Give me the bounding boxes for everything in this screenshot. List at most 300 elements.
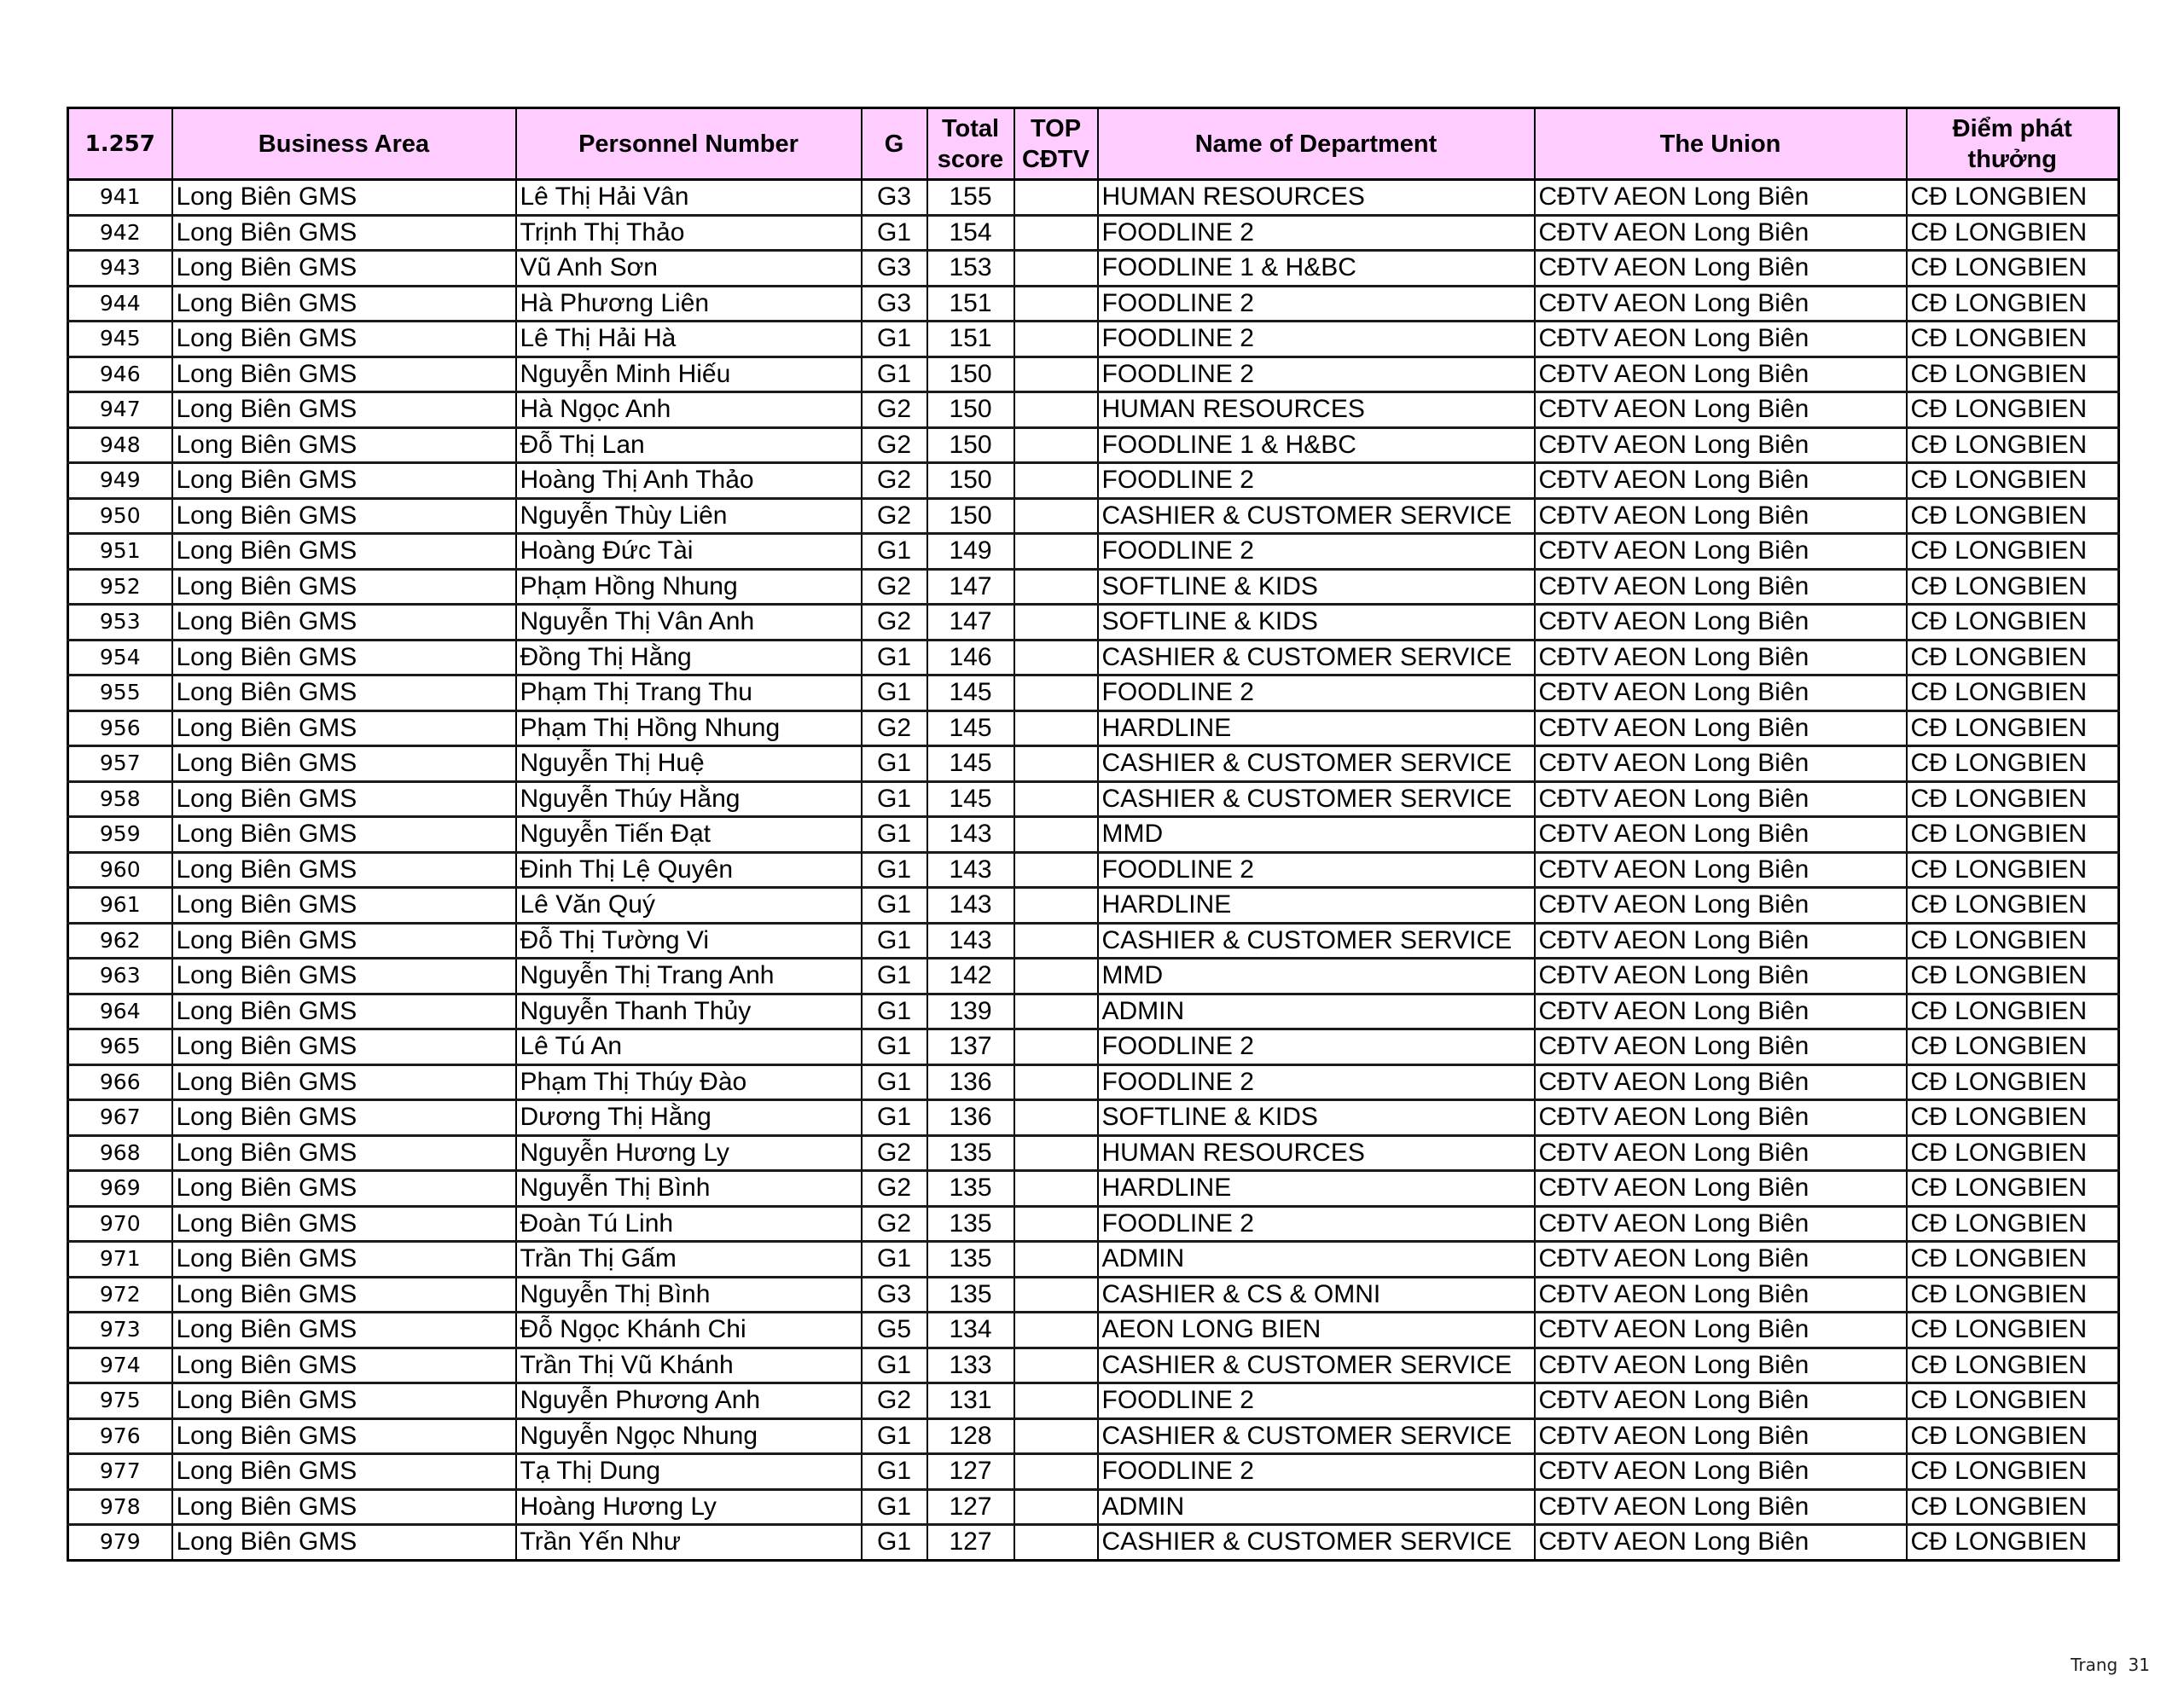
cell-personnel-name: Hoàng Thị Anh Thảo <box>516 463 862 499</box>
cell-reward: CĐ LONGBIEN <box>1907 852 2119 888</box>
cell-department: FOODLINE 2 <box>1098 1206 1535 1242</box>
cell-union: CĐTV AEON Long Biên <box>1535 1454 1907 1490</box>
cell-union: CĐTV AEON Long Biên <box>1535 1100 1907 1136</box>
cell-union: CĐTV AEON Long Biên <box>1535 710 1907 746</box>
cell-union: CĐTV AEON Long Biên <box>1535 180 1907 216</box>
cell-union: CĐTV AEON Long Biên <box>1535 215 1907 251</box>
cell-union: CĐTV AEON Long Biên <box>1535 1348 1907 1383</box>
cell-top-cdtv <box>1014 1277 1098 1313</box>
cell-top-cdtv <box>1014 710 1098 746</box>
cell-reward: CĐ LONGBIEN <box>1907 781 2119 817</box>
cell-department: FOODLINE 2 <box>1098 1029 1535 1065</box>
cell-union: CĐTV AEON Long Biên <box>1535 1277 1907 1313</box>
cell-row-number: 946 <box>68 357 172 392</box>
cell-union: CĐTV AEON Long Biên <box>1535 1171 1907 1207</box>
cell-union: CĐTV AEON Long Biên <box>1535 1064 1907 1100</box>
cell-union: CĐTV AEON Long Biên <box>1535 569 1907 605</box>
cell-reward: CĐ LONGBIEN <box>1907 959 2119 994</box>
cell-reward: CĐ LONGBIEN <box>1907 1313 2119 1348</box>
cell-row-number: 961 <box>68 888 172 924</box>
cell-total-score: 127 <box>927 1489 1014 1525</box>
cell-top-cdtv <box>1014 1489 1098 1525</box>
cell-reward: CĐ LONGBIEN <box>1907 1029 2119 1065</box>
cell-business-area: Long Biên GMS <box>172 1242 516 1278</box>
cell-top-cdtv <box>1014 427 1098 463</box>
table-row <box>68 215 2119 251</box>
cell-department: MMD <box>1098 817 1535 853</box>
cell-top-cdtv <box>1014 923 1098 959</box>
cell-grade: G1 <box>862 817 927 853</box>
cell-top-cdtv <box>1014 994 1098 1029</box>
cell-reward: CĐ LONGBIEN <box>1907 534 2119 570</box>
cell-row-number: 953 <box>68 605 172 641</box>
cell-union: CĐTV AEON Long Biên <box>1535 286 1907 322</box>
cell-union: CĐTV AEON Long Biên <box>1535 959 1907 994</box>
cell-union: CĐTV AEON Long Biên <box>1535 1489 1907 1525</box>
cell-grade: G2 <box>862 1135 927 1171</box>
header-business-area: Business Area <box>172 108 516 180</box>
cell-business-area: Long Biên GMS <box>172 1277 516 1313</box>
cell-grade: G3 <box>862 180 927 216</box>
cell-top-cdtv <box>1014 640 1098 675</box>
cell-personnel-name: Đoàn Tú Linh <box>516 1206 862 1242</box>
cell-personnel-name: Nguyễn Thị Vân Anh <box>516 605 862 641</box>
cell-total-score: 137 <box>927 1029 1014 1065</box>
cell-total-score: 154 <box>927 215 1014 251</box>
cell-grade: G2 <box>862 710 927 746</box>
cell-reward: CĐ LONGBIEN <box>1907 1171 2119 1207</box>
table-body <box>68 180 2119 1561</box>
cell-grade: G1 <box>862 1242 927 1278</box>
cell-grade: G1 <box>862 357 927 392</box>
cell-personnel-name: Trần Yến Như <box>516 1525 862 1561</box>
cell-union: CĐTV AEON Long Biên <box>1535 923 1907 959</box>
cell-business-area: Long Biên GMS <box>172 1489 516 1525</box>
table-row <box>68 852 2119 888</box>
cell-personnel-name: Lê Văn Quý <box>516 888 862 924</box>
cell-personnel-name: Trịnh Thị Thảo <box>516 215 862 251</box>
cell-personnel-name: Phạm Thị Thúy Đào <box>516 1064 862 1100</box>
cell-department: FOODLINE 1 & H&BC <box>1098 427 1535 463</box>
cell-grade: G1 <box>862 781 927 817</box>
cell-grade: G2 <box>862 392 927 428</box>
cell-personnel-name: Hoàng Đức Tài <box>516 534 862 570</box>
cell-union: CĐTV AEON Long Biên <box>1535 605 1907 641</box>
cell-personnel-name: Lê Tú An <box>516 1029 862 1065</box>
table-row <box>68 1348 2119 1383</box>
cell-total-score: 131 <box>927 1383 1014 1419</box>
cell-department: HARDLINE <box>1098 888 1535 924</box>
table-row <box>68 180 2119 216</box>
cell-personnel-name: Nguyễn Hương Ly <box>516 1135 862 1171</box>
cell-total-score: 155 <box>927 180 1014 216</box>
cell-row-number: 965 <box>68 1029 172 1065</box>
cell-union: CĐTV AEON Long Biên <box>1535 1418 1907 1454</box>
cell-row-number: 966 <box>68 1064 172 1100</box>
cell-row-number: 941 <box>68 180 172 216</box>
table-row <box>68 357 2119 392</box>
cell-department: CASHIER & CUSTOMER SERVICE <box>1098 1525 1535 1561</box>
header-index: 1.257 <box>68 108 172 180</box>
table-row <box>68 1277 2119 1313</box>
table-row <box>68 1525 2119 1561</box>
cell-department: FOODLINE 2 <box>1098 675 1535 711</box>
cell-department: CASHIER & CUSTOMER SERVICE <box>1098 498 1535 534</box>
cell-department: FOODLINE 2 <box>1098 852 1535 888</box>
cell-personnel-name: Nguyễn Thị Trang Anh <box>516 959 862 994</box>
table-row <box>68 994 2119 1029</box>
cell-grade: G1 <box>862 675 927 711</box>
cell-department: SOFTLINE & KIDS <box>1098 569 1535 605</box>
cell-grade: G1 <box>862 1029 927 1065</box>
table-row <box>68 1418 2119 1454</box>
cell-total-score: 139 <box>927 994 1014 1029</box>
table-row <box>68 1454 2119 1490</box>
cell-row-number: 958 <box>68 781 172 817</box>
cell-top-cdtv <box>1014 392 1098 428</box>
header-reward <box>1907 108 2119 180</box>
cell-personnel-name: Đỗ Thị Tường Vi <box>516 923 862 959</box>
cell-union: CĐTV AEON Long Biên <box>1535 994 1907 1029</box>
table-row <box>68 888 2119 924</box>
cell-total-score: 150 <box>927 357 1014 392</box>
cell-row-number: 973 <box>68 1313 172 1348</box>
table-row <box>68 322 2119 357</box>
cell-reward: CĐ LONGBIEN <box>1907 569 2119 605</box>
cell-business-area: Long Biên GMS <box>172 710 516 746</box>
header-reward-line2: thưởng <box>1967 145 2057 173</box>
cell-personnel-name: Lê Thị Hải Vân <box>516 180 862 216</box>
cell-business-area: Long Biên GMS <box>172 852 516 888</box>
table-row <box>68 923 2119 959</box>
cell-top-cdtv <box>1014 959 1098 994</box>
cell-row-number: 977 <box>68 1454 172 1490</box>
header-top-cdtv-line2: CĐTV <box>1022 145 1089 173</box>
table-row <box>68 1313 2119 1348</box>
cell-row-number: 956 <box>68 710 172 746</box>
cell-department: FOODLINE 2 <box>1098 1383 1535 1419</box>
cell-row-number: 962 <box>68 923 172 959</box>
cell-union: CĐTV AEON Long Biên <box>1535 392 1907 428</box>
cell-personnel-name: Nguyễn Ngọc Nhung <box>516 1418 862 1454</box>
cell-department: FOODLINE 2 <box>1098 357 1535 392</box>
cell-top-cdtv <box>1014 1206 1098 1242</box>
cell-personnel-name: Nguyễn Tiến Đạt <box>516 817 862 853</box>
cell-business-area: Long Biên GMS <box>172 569 516 605</box>
cell-reward: CĐ LONGBIEN <box>1907 923 2119 959</box>
table-row <box>68 1206 2119 1242</box>
cell-reward: CĐ LONGBIEN <box>1907 605 2119 641</box>
cell-business-area: Long Biên GMS <box>172 923 516 959</box>
cell-top-cdtv <box>1014 852 1098 888</box>
cell-department: CASHIER & CUSTOMER SERVICE <box>1098 746 1535 782</box>
cell-top-cdtv <box>1014 357 1098 392</box>
cell-personnel-name: Hoàng Hương Ly <box>516 1489 862 1525</box>
cell-department: HUMAN RESOURCES <box>1098 180 1535 216</box>
cell-top-cdtv <box>1014 1100 1098 1136</box>
cell-personnel-name: Nguyễn Thùy Liên <box>516 498 862 534</box>
cell-personnel-name: Phạm Thị Hồng Nhung <box>516 710 862 746</box>
cell-grade: G2 <box>862 498 927 534</box>
cell-top-cdtv <box>1014 781 1098 817</box>
cell-union: CĐTV AEON Long Biên <box>1535 427 1907 463</box>
cell-total-score: 145 <box>927 746 1014 782</box>
table-row <box>68 1029 2119 1065</box>
cell-personnel-name: Hà Ngọc Anh <box>516 392 862 428</box>
cell-reward: CĐ LONGBIEN <box>1907 1454 2119 1490</box>
cell-union: CĐTV AEON Long Biên <box>1535 746 1907 782</box>
cell-grade: G3 <box>862 286 927 322</box>
cell-row-number: 979 <box>68 1525 172 1561</box>
cell-total-score: 135 <box>927 1242 1014 1278</box>
cell-row-number: 976 <box>68 1418 172 1454</box>
cell-row-number: 970 <box>68 1206 172 1242</box>
cell-personnel-name: Dương Thị Hằng <box>516 1100 862 1136</box>
cell-department: CASHIER & CUSTOMER SERVICE <box>1098 1348 1535 1383</box>
cell-personnel-name: Phạm Hồng Nhung <box>516 569 862 605</box>
cell-grade: G1 <box>862 959 927 994</box>
cell-business-area: Long Biên GMS <box>172 251 516 287</box>
cell-row-number: 967 <box>68 1100 172 1136</box>
cell-reward: CĐ LONGBIEN <box>1907 1100 2119 1136</box>
cell-business-area: Long Biên GMS <box>172 781 516 817</box>
cell-department: CASHIER & CUSTOMER SERVICE <box>1098 781 1535 817</box>
cell-total-score: 149 <box>927 534 1014 570</box>
cell-row-number: 955 <box>68 675 172 711</box>
cell-row-number: 969 <box>68 1171 172 1207</box>
table-row <box>68 1383 2119 1419</box>
table-row <box>68 817 2119 853</box>
cell-reward: CĐ LONGBIEN <box>1907 1348 2119 1383</box>
table-header-row <box>68 108 2119 180</box>
cell-reward: CĐ LONGBIEN <box>1907 888 2119 924</box>
cell-department: SOFTLINE & KIDS <box>1098 1100 1535 1136</box>
cell-total-score: 150 <box>927 463 1014 499</box>
cell-row-number: 959 <box>68 817 172 853</box>
cell-grade: G1 <box>862 322 927 357</box>
cell-personnel-name: Hà Phương Liên <box>516 286 862 322</box>
cell-department: FOODLINE 2 <box>1098 534 1535 570</box>
cell-grade: G2 <box>862 427 927 463</box>
cell-department: HARDLINE <box>1098 710 1535 746</box>
cell-department: FOODLINE 2 <box>1098 1454 1535 1490</box>
cell-row-number: 942 <box>68 215 172 251</box>
cell-department: MMD <box>1098 959 1535 994</box>
cell-department: SOFTLINE & KIDS <box>1098 605 1535 641</box>
cell-row-number: 964 <box>68 994 172 1029</box>
cell-reward: CĐ LONGBIEN <box>1907 1206 2119 1242</box>
cell-personnel-name: Nguyễn Thúy Hằng <box>516 781 862 817</box>
cell-union: CĐTV AEON Long Biên <box>1535 498 1907 534</box>
cell-reward: CĐ LONGBIEN <box>1907 357 2119 392</box>
header-total-score <box>927 108 1014 180</box>
cell-grade: G3 <box>862 251 927 287</box>
cell-top-cdtv <box>1014 1383 1098 1419</box>
table-row <box>68 251 2119 287</box>
table-row <box>68 1242 2119 1278</box>
cell-top-cdtv <box>1014 251 1098 287</box>
cell-reward: CĐ LONGBIEN <box>1907 1064 2119 1100</box>
cell-top-cdtv <box>1014 322 1098 357</box>
cell-union: CĐTV AEON Long Biên <box>1535 357 1907 392</box>
cell-total-score: 150 <box>927 427 1014 463</box>
cell-total-score: 143 <box>927 888 1014 924</box>
cell-personnel-name: Phạm Thị Trang Thu <box>516 675 862 711</box>
cell-row-number: 952 <box>68 569 172 605</box>
cell-total-score: 136 <box>927 1064 1014 1100</box>
cell-top-cdtv <box>1014 215 1098 251</box>
cell-reward: CĐ LONGBIEN <box>1907 1489 2119 1525</box>
cell-union: CĐTV AEON Long Biên <box>1535 675 1907 711</box>
cell-total-score: 147 <box>927 605 1014 641</box>
cell-union: CĐTV AEON Long Biên <box>1535 888 1907 924</box>
cell-business-area: Long Biên GMS <box>172 817 516 853</box>
cell-grade: G1 <box>862 888 927 924</box>
cell-grade: G1 <box>862 640 927 675</box>
header-grade: G <box>862 108 927 180</box>
cell-row-number: 949 <box>68 463 172 499</box>
cell-grade: G1 <box>862 1348 927 1383</box>
cell-grade: G1 <box>862 1064 927 1100</box>
cell-union: CĐTV AEON Long Biên <box>1535 817 1907 853</box>
cell-reward: CĐ LONGBIEN <box>1907 1525 2119 1561</box>
cell-reward: CĐ LONGBIEN <box>1907 1277 2119 1313</box>
header-department: Name of Department <box>1098 108 1535 180</box>
cell-union: CĐTV AEON Long Biên <box>1535 1242 1907 1278</box>
table-row <box>68 1489 2119 1525</box>
cell-total-score: 135 <box>927 1171 1014 1207</box>
cell-total-score: 135 <box>927 1135 1014 1171</box>
table-row <box>68 286 2119 322</box>
cell-business-area: Long Biên GMS <box>172 1171 516 1207</box>
cell-business-area: Long Biên GMS <box>172 640 516 675</box>
cell-total-score: 127 <box>927 1525 1014 1561</box>
cell-grade: G2 <box>862 1383 927 1419</box>
cell-business-area: Long Biên GMS <box>172 994 516 1029</box>
cell-reward: CĐ LONGBIEN <box>1907 1135 2119 1171</box>
cell-total-score: 151 <box>927 286 1014 322</box>
cell-grade: G2 <box>862 1206 927 1242</box>
cell-row-number: 975 <box>68 1383 172 1419</box>
cell-reward: CĐ LONGBIEN <box>1907 322 2119 357</box>
cell-row-number: 960 <box>68 852 172 888</box>
cell-business-area: Long Biên GMS <box>172 322 516 357</box>
cell-top-cdtv <box>1014 1029 1098 1065</box>
table-row <box>68 427 2119 463</box>
cell-business-area: Long Biên GMS <box>172 1313 516 1348</box>
cell-business-area: Long Biên GMS <box>172 1418 516 1454</box>
cell-business-area: Long Biên GMS <box>172 427 516 463</box>
cell-top-cdtv <box>1014 1348 1098 1383</box>
cell-business-area: Long Biên GMS <box>172 392 516 428</box>
cell-total-score: 145 <box>927 710 1014 746</box>
cell-row-number: 950 <box>68 498 172 534</box>
cell-business-area: Long Biên GMS <box>172 180 516 216</box>
cell-row-number: 947 <box>68 392 172 428</box>
cell-top-cdtv <box>1014 498 1098 534</box>
cell-personnel-name: Đinh Thị Lệ Quyên <box>516 852 862 888</box>
cell-total-score: 146 <box>927 640 1014 675</box>
cell-grade: G5 <box>862 1313 927 1348</box>
header-union: The Union <box>1535 108 1907 180</box>
cell-business-area: Long Biên GMS <box>172 498 516 534</box>
cell-business-area: Long Biên GMS <box>172 746 516 782</box>
cell-union: CĐTV AEON Long Biên <box>1535 1313 1907 1348</box>
table-row <box>68 534 2119 570</box>
cell-business-area: Long Biên GMS <box>172 888 516 924</box>
cell-grade: G3 <box>862 1277 927 1313</box>
cell-top-cdtv <box>1014 1135 1098 1171</box>
cell-department: CASHIER & CUSTOMER SERVICE <box>1098 1418 1535 1454</box>
cell-grade: G2 <box>862 569 927 605</box>
cell-row-number: 957 <box>68 746 172 782</box>
cell-reward: CĐ LONGBIEN <box>1907 710 2119 746</box>
cell-business-area: Long Biên GMS <box>172 357 516 392</box>
cell-department: ADMIN <box>1098 1242 1535 1278</box>
table-row <box>68 640 2119 675</box>
header-total-score-line2: score <box>937 145 1004 173</box>
cell-union: CĐTV AEON Long Biên <box>1535 852 1907 888</box>
cell-department: CASHIER & CS & OMNI <box>1098 1277 1535 1313</box>
table-row <box>68 781 2119 817</box>
cell-total-score: 127 <box>927 1454 1014 1490</box>
cell-reward: CĐ LONGBIEN <box>1907 1383 2119 1419</box>
cell-reward: CĐ LONGBIEN <box>1907 463 2119 499</box>
cell-business-area: Long Biên GMS <box>172 286 516 322</box>
cell-reward: CĐ LONGBIEN <box>1907 251 2119 287</box>
cell-top-cdtv <box>1014 180 1098 216</box>
table-row <box>68 675 2119 711</box>
cell-row-number: 978 <box>68 1489 172 1525</box>
cell-business-area: Long Biên GMS <box>172 215 516 251</box>
cell-total-score: 128 <box>927 1418 1014 1454</box>
cell-total-score: 133 <box>927 1348 1014 1383</box>
table-row <box>68 463 2119 499</box>
cell-department: FOODLINE 2 <box>1098 322 1535 357</box>
cell-reward: CĐ LONGBIEN <box>1907 180 2119 216</box>
cell-reward: CĐ LONGBIEN <box>1907 498 2119 534</box>
table-row <box>68 392 2119 428</box>
cell-grade: G1 <box>862 923 927 959</box>
cell-top-cdtv <box>1014 1418 1098 1454</box>
cell-top-cdtv <box>1014 1525 1098 1561</box>
cell-personnel-name: Nguyễn Thanh Thủy <box>516 994 862 1029</box>
cell-personnel-name: Đồng Thị Hằng <box>516 640 862 675</box>
header-top-cdtv-line1: TOP <box>1030 114 1082 142</box>
employee-ranking-table <box>67 107 2120 1562</box>
cell-total-score: 135 <box>927 1206 1014 1242</box>
cell-department: ADMIN <box>1098 994 1535 1029</box>
cell-reward: CĐ LONGBIEN <box>1907 640 2119 675</box>
cell-top-cdtv <box>1014 675 1098 711</box>
cell-department: FOODLINE 2 <box>1098 215 1535 251</box>
cell-personnel-name: Nguyễn Phương Anh <box>516 1383 862 1419</box>
cell-department: HUMAN RESOURCES <box>1098 1135 1535 1171</box>
cell-reward: CĐ LONGBIEN <box>1907 994 2119 1029</box>
cell-row-number: 971 <box>68 1242 172 1278</box>
cell-personnel-name: Nguyễn Thị Huệ <box>516 746 862 782</box>
cell-grade: G2 <box>862 1171 927 1207</box>
table-row <box>68 1064 2119 1100</box>
cell-union: CĐTV AEON Long Biên <box>1535 463 1907 499</box>
cell-reward: CĐ LONGBIEN <box>1907 675 2119 711</box>
cell-department: HARDLINE <box>1098 1171 1535 1207</box>
cell-top-cdtv <box>1014 1313 1098 1348</box>
cell-business-area: Long Biên GMS <box>172 675 516 711</box>
cell-union: CĐTV AEON Long Biên <box>1535 1029 1907 1065</box>
cell-business-area: Long Biên GMS <box>172 534 516 570</box>
cell-top-cdtv <box>1014 286 1098 322</box>
